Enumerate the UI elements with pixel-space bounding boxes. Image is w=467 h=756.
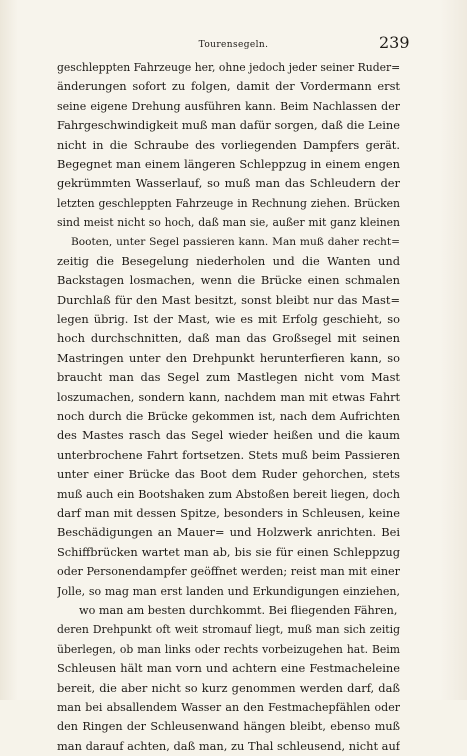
text-line: Fahrgeschwindigkeit muß man dafür sorgen, daß die Leine (57, 118, 400, 133)
text-line: man darauf achten, daß man, zu Thal schleusend, nicht auf (57, 738, 400, 753)
text-line: unter einer Brücke das Boot dem Ruder gehorchen, stets (57, 467, 400, 482)
page-number: 239 (379, 33, 410, 52)
text-line: Booten, unter Segel passieren kann. Man muß daher recht= (71, 235, 400, 248)
text-line: zeitig die Besegelung niederholen und die Wanten und (57, 253, 400, 268)
text-line: bereit, die aber nicht so kurz genommen werden darf, daß (57, 680, 400, 695)
text-line: wo man am besten durchkommt. Bei fliegenden Fähren, (79, 603, 398, 617)
text-line: Backstagen losmachen, wenn die Brücke einen schmalen (57, 273, 400, 288)
text-line: Mastringen unter den Drehpunkt herunterfieren kann, so (57, 350, 400, 365)
text-line: noch durch die Brücke gekommen ist, nach dem Aufrichten (57, 410, 400, 424)
text-line: braucht man das Segel zum Mastlegen nicht vom Mast (57, 370, 400, 385)
text-line: deren Drehpunkt oft weit stromauf liegt, muß man sich zeitig (57, 623, 400, 637)
text-line: überlegen, ob man links oder rechts vorbeizugehen hat. Beim (57, 642, 400, 656)
text-line: unterbrochene Fahrt fortsetzen. Stets muß beim Passieren (57, 447, 400, 462)
text-line: muß auch ein Bootshaken zum Abstoßen bereit liegen, doch (57, 487, 400, 501)
text-line: den Ringen der Schleusenwand hängen bleibt, ebenso muß (57, 720, 400, 734)
text-line: loszumachen, sondern kann, nachdem man mit etwas Fahrt (57, 390, 400, 404)
body-text (57, 58, 400, 756)
text-line: änderungen sofort zu folgen, damit der Vordermann erst (57, 79, 400, 94)
text-line: geschleppten Fahrzeuge her, ohne jedoch jeder seiner Ruder= (57, 61, 400, 74)
text-line: nicht in die Schraube des vorliegenden Dampfers gerät. (57, 137, 400, 152)
text-line: des Mastes rasch das Segel wieder heißen und die kaum (57, 428, 400, 443)
text-line: letzten geschleppten Fahrzeuge in Rechnung ziehen. Brücken (57, 196, 400, 210)
text-line: Durchlaß für den Mast besitzt, sonst bleibt nur das Mast= (57, 292, 400, 307)
text-line: darf man mit dessen Spitze, besonders in Schleusen, keine (57, 505, 400, 520)
text-line: man bei absallendem Wasser an den Festmachepfählen oder (57, 700, 400, 714)
text-line: Begegnet man einem längeren Schleppzug in einem engen (57, 156, 400, 171)
text-line: hoch durchschnitten, daß man das Großsegel mit seinen (57, 331, 400, 346)
text-line: Jolle, so mag man erst landen und Erkundigungen einziehen, (57, 584, 400, 598)
text-line: oder Personendampfer geöffnet werden; reist man mit einer (57, 565, 400, 579)
text-line: Beschädigungen an Mauer= und Holzwerk anrichten. Bei (57, 525, 400, 540)
text-line: legen übrig. Ist der Mast, wie es mit Erfolg geschieht, so (57, 312, 400, 327)
text-line: Schiffbrücken wartet man ab, bis sie für einen Schleppzug (57, 544, 400, 559)
text-line: sind meist nicht so hoch, daß man sie, außer mit ganz kleinen (57, 216, 400, 230)
running-title: Tourensegeln. (198, 40, 269, 50)
text-line: Schleusen hält man vorn und achtern eine Festmacheleine (57, 661, 400, 676)
text-line: seine eigene Drehung ausführen kann. Beim Nachlassen der (57, 99, 400, 113)
text-line: gekrümmten Wasserlauf, so muß man das Schleudern der (57, 176, 400, 191)
